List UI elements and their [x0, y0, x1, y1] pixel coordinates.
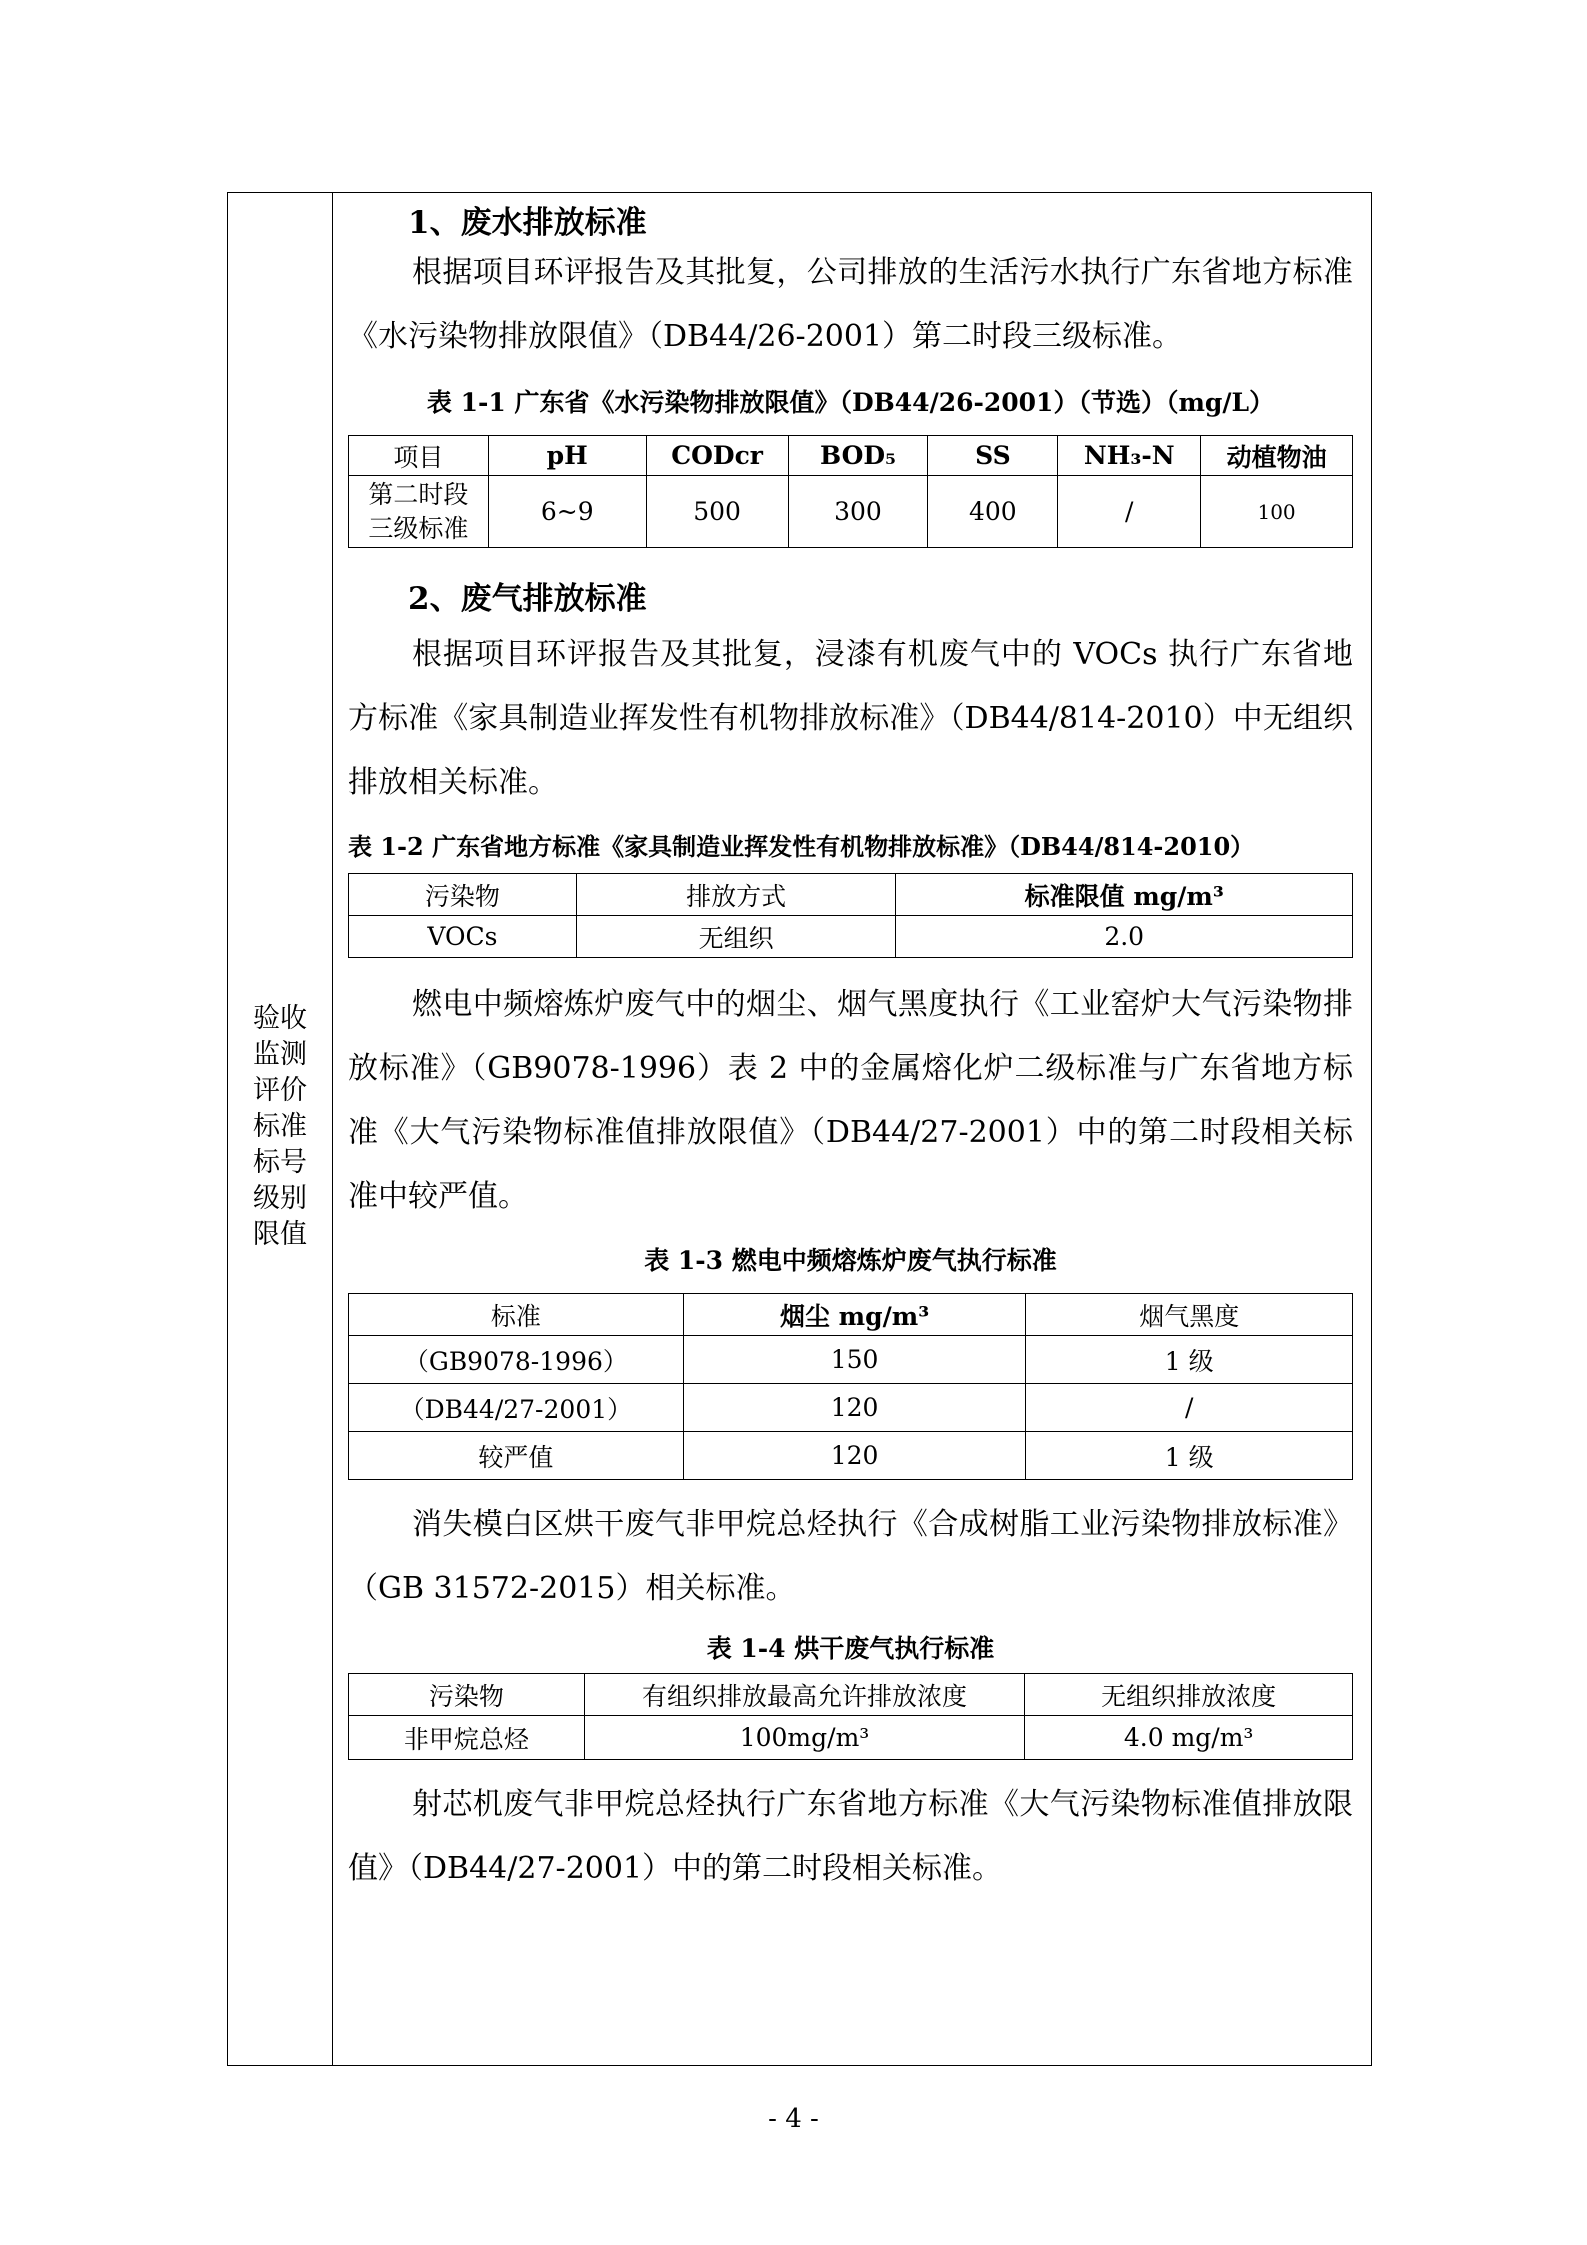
side-label-line: 限值	[253, 1219, 307, 1250]
form-frame	[227, 192, 1372, 2066]
furnace-paragraph: 燃电中频熔炼炉废气中的烟尘、烟气黑度执行《工业窑炉大气污染物排放标准》（GB9078-1996）表 2 中的金属熔化炉二级标准与广东省地方标准《大气污染物标准值排放限值》（DB44/27-2001）中的第二时段相关标准中较严值。	[348, 987, 1353, 1214]
table-1-2-caption: 表 1-2 广东省地方标准《家具制造业挥发性有机物排放标准》（DB44/814-2010）	[348, 832, 1255, 861]
table-header-cell: 污染物	[349, 1674, 585, 1716]
side-label-line: 监测	[253, 1039, 307, 1070]
wastewater-paragraph: 根据项目环评报告及其批复，公司排放的生活污水执行广东省地方标准《水污染物排放限值》（DB44/26-2001）第二时段三级标准。	[348, 255, 1353, 354]
table-cell: 500	[646, 476, 788, 548]
table-1-4-caption: 表 1-4 烘干废气执行标准	[706, 1634, 995, 1663]
page-number: - 4 -	[768, 2104, 819, 2134]
table-cell: 1 级	[1026, 1336, 1353, 1384]
table-cell: VOCs	[349, 916, 577, 958]
table-1-1	[348, 435, 1353, 548]
table-header-cell: 标准	[349, 1294, 684, 1336]
vocs-paragraph: 根据项目环评报告及其批复，浸漆有机废气中的 VOCs 执行广东省地方标准《家具制造业挥发性有机物排放标准》（DB44/814-2010）中无组织排放相关标准。	[348, 637, 1353, 800]
table-cell: 120	[683, 1432, 1026, 1480]
table-header-cell: 动植物油	[1201, 436, 1353, 476]
table-header-cell: pH	[488, 436, 646, 476]
table-header-cell: 排放方式	[576, 874, 896, 916]
table-1-3-caption: 表 1-3 燃电中频熔炼炉废气执行标准	[644, 1246, 1057, 1275]
table-cell: 无组织	[576, 916, 896, 958]
table-cell: 150	[683, 1336, 1026, 1384]
table-cell: 6~9	[488, 476, 646, 548]
table-cell: /	[1058, 476, 1201, 548]
table-cell: （GB9078-1996）	[349, 1336, 684, 1384]
side-label-line: 标号	[253, 1147, 307, 1178]
table-cell: 2.0	[896, 916, 1353, 958]
table-header-cell: 有组织排放最高允许排放浓度	[584, 1674, 1025, 1716]
exhaust-heading: 2、废气排放标准	[408, 581, 647, 617]
table-cell: 1 级	[1026, 1432, 1353, 1480]
table-header-cell: 项目	[349, 436, 489, 476]
table-header-cell: 烟尘 mg/m³	[683, 1294, 1026, 1336]
side-label-line: 验收	[253, 1003, 307, 1034]
table-cell: 较严值	[349, 1432, 684, 1480]
table-header-cell: SS	[928, 436, 1058, 476]
table-cell: /	[1026, 1384, 1353, 1432]
table-header-cell: CODcr	[646, 436, 788, 476]
wastewater-heading: 1、废水排放标准	[408, 205, 647, 241]
table-cell: 非甲烷总烃	[349, 1716, 585, 1760]
table-header-cell: 无组织排放浓度	[1025, 1674, 1353, 1716]
table-cell: 300	[788, 476, 928, 548]
core-shooter-paragraph: 射芯机废气非甲烷总烃执行广东省地方标准《大气污染物标准值排放限值》（DB44/27-2001）中的第二时段相关标准。	[348, 1787, 1353, 1886]
column-divider	[332, 193, 333, 2065]
table-header-cell: 烟气黑度	[1026, 1294, 1353, 1336]
table-1-1-caption: 表 1-1 广东省《水污染物排放限值》（DB44/26-2001）（节选）（mg/L）	[426, 388, 1275, 417]
side-label	[228, 1001, 332, 1253]
table-cell: （DB44/27-2001）	[349, 1384, 684, 1432]
table-header-cell: 标准限值 mg/m³	[896, 874, 1353, 916]
table-cell: 4.0 mg/m³	[1025, 1716, 1353, 1760]
table-cell: 100mg/m³	[584, 1716, 1025, 1760]
table-header-cell: NH₃-N	[1058, 436, 1201, 476]
table-header-cell: BOD₅	[788, 436, 928, 476]
table-cell: 400	[928, 476, 1058, 548]
table-header-cell: 污染物	[349, 874, 577, 916]
table-1-4	[348, 1673, 1353, 1760]
table-cell: 100	[1201, 476, 1353, 548]
table-1-3	[348, 1293, 1353, 1480]
side-label-line: 标准	[253, 1111, 307, 1142]
side-label-line: 评价	[253, 1075, 307, 1106]
table-1-2	[348, 873, 1353, 958]
table-cell: 第二时段三级标准	[349, 476, 489, 548]
side-label-line: 级别	[253, 1183, 307, 1214]
drying-paragraph: 消失模白区烘干废气非甲烷总烃执行《合成树脂工业污染物排放标准》（GB 31572-2015）相关标准。	[348, 1507, 1353, 1606]
table-cell: 120	[683, 1384, 1026, 1432]
